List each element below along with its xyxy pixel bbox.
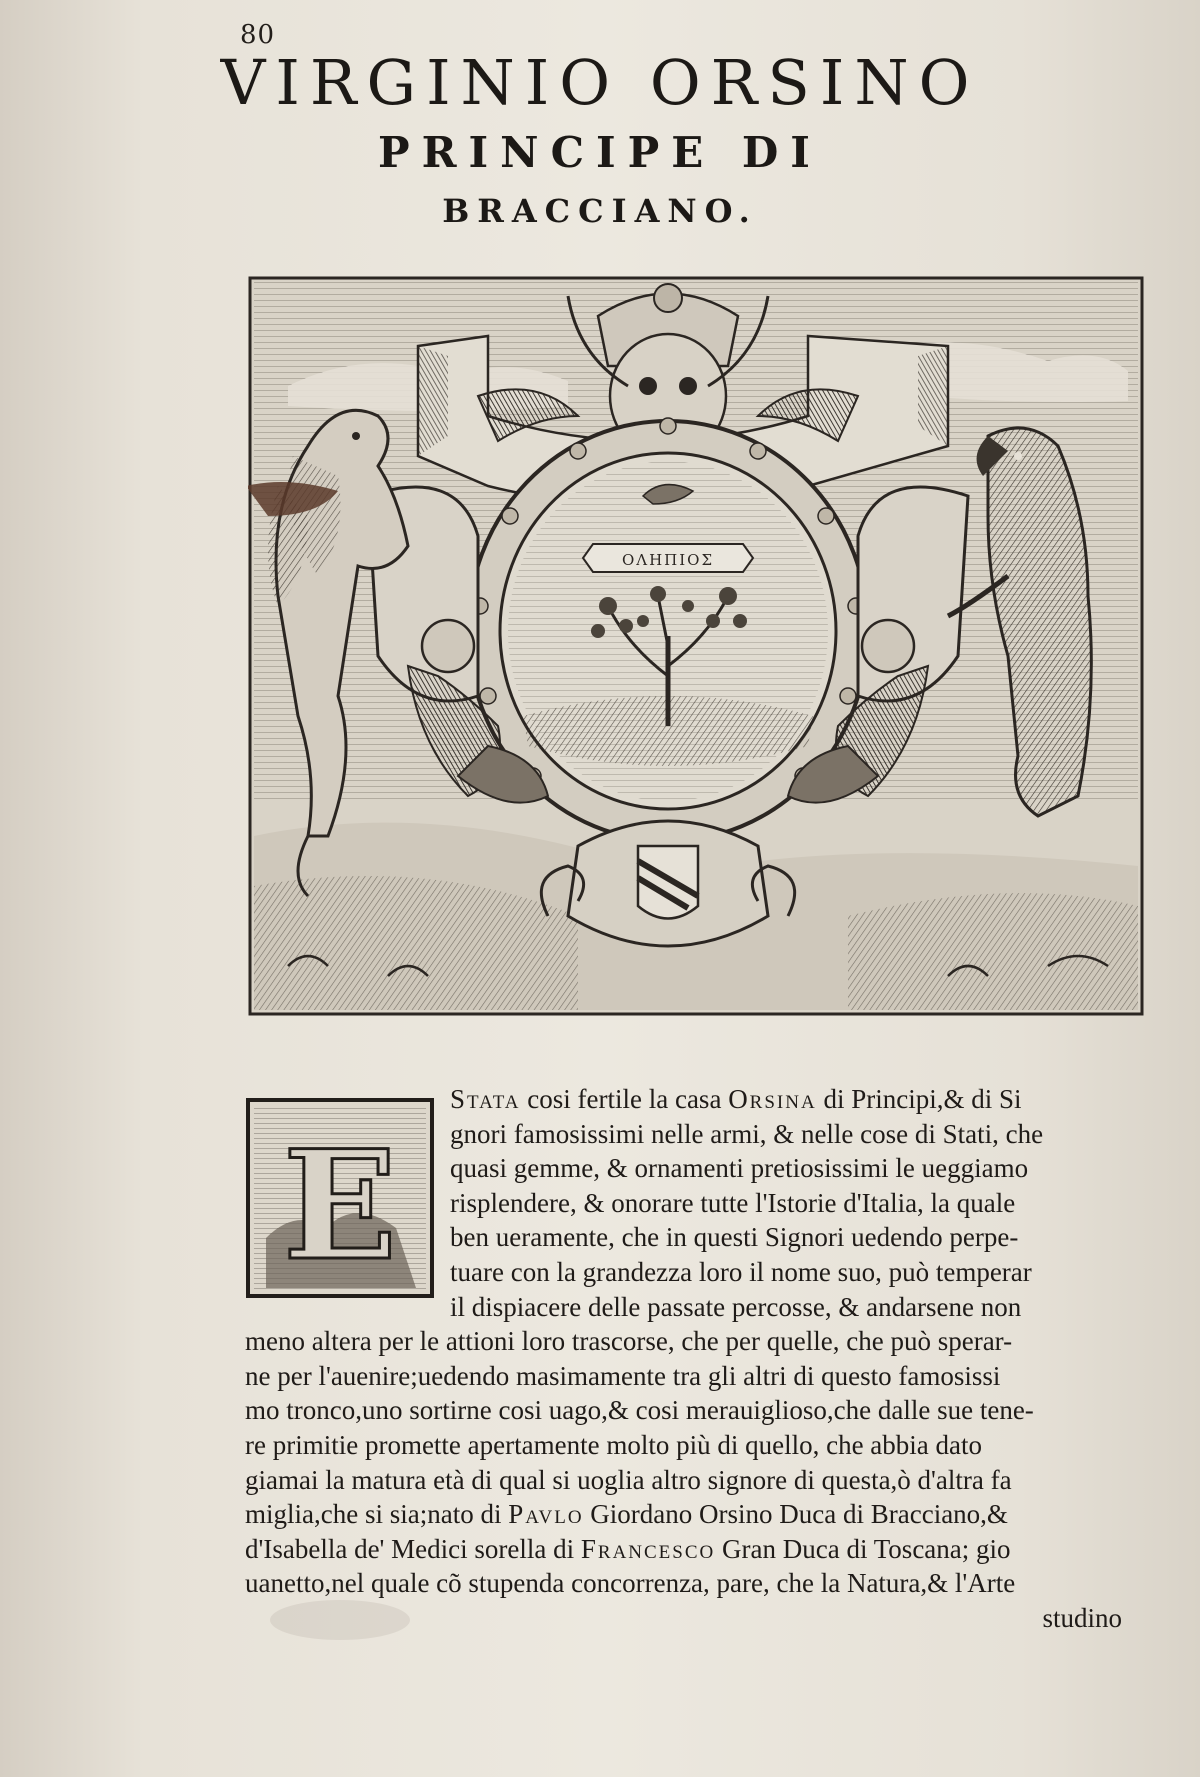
text-line: uanetto,nel quale cõ stupenda concorrenza, pare, che la Natura,& l'Arte	[245, 1568, 1016, 1599]
text-line: tuare con la grandezza loro il nome suo, può temperar	[450, 1256, 1032, 1287]
text-line: giamai la matura età di qual si uoglia altro signore di questa,ò d'altra fa	[245, 1464, 1012, 1495]
initial-letter: E	[282, 1118, 398, 1294]
text-line: miglia,che si sia;nato di Pavlo Giordano Orsino Duca di Bracciano,&	[245, 1499, 1008, 1530]
text-line: ne per l'auenire;uedendo masimamente tra gli altri di questo famosissi	[245, 1360, 1001, 1391]
text-line: mo tronco,uno sortirne cosi uago,& cosi merauiglioso,che dalle sue tene-	[245, 1395, 1034, 1426]
text-line: re primitie promette apertamente molto più di quello, che abbia dato	[245, 1429, 983, 1460]
title-line-3: BRACCIANO.	[442, 192, 758, 230]
text-line: gnori famosissimi nelle armi, & nelle cose di Stati, che	[450, 1118, 1044, 1149]
text-line: Stata cosi fertile la casa Orsina di Principi,& di Si	[450, 1084, 1022, 1114]
text-line: quasi gemme, & ornamenti pretiosissimi le ueggiamo	[450, 1153, 1029, 1184]
body-text	[245, 1082, 1150, 1636]
page-number: 80	[240, 20, 276, 50]
catchword: studino	[1042, 1602, 1122, 1633]
text-line: risplendere, & onorare tutte l'Istorie d'Italia, la quale	[450, 1187, 1016, 1218]
coat-of-arms-engraving	[248, 276, 1144, 1016]
motto-banner-text: ОΛΗΠΙΟΣ	[621, 551, 715, 569]
text-line: meno altera per le attioni loro trascorse, che per quelle, che può sperar-	[245, 1326, 1013, 1357]
bleed-through-stain	[270, 1600, 410, 1640]
text-line: il dispiacere delle passate percosse, & andarsene non	[450, 1291, 1022, 1322]
text-line: ben ueramente, che in questi Signori uedendo perpe-	[450, 1222, 1019, 1253]
text-line: d'Isabella de' Medici sorella di Francesco Gran Duca di Toscana; gio	[245, 1533, 1011, 1564]
title-line-1: VIRGINIO ORSINO	[220, 46, 980, 119]
title-line-2: PRINCIPE DI	[378, 128, 822, 177]
